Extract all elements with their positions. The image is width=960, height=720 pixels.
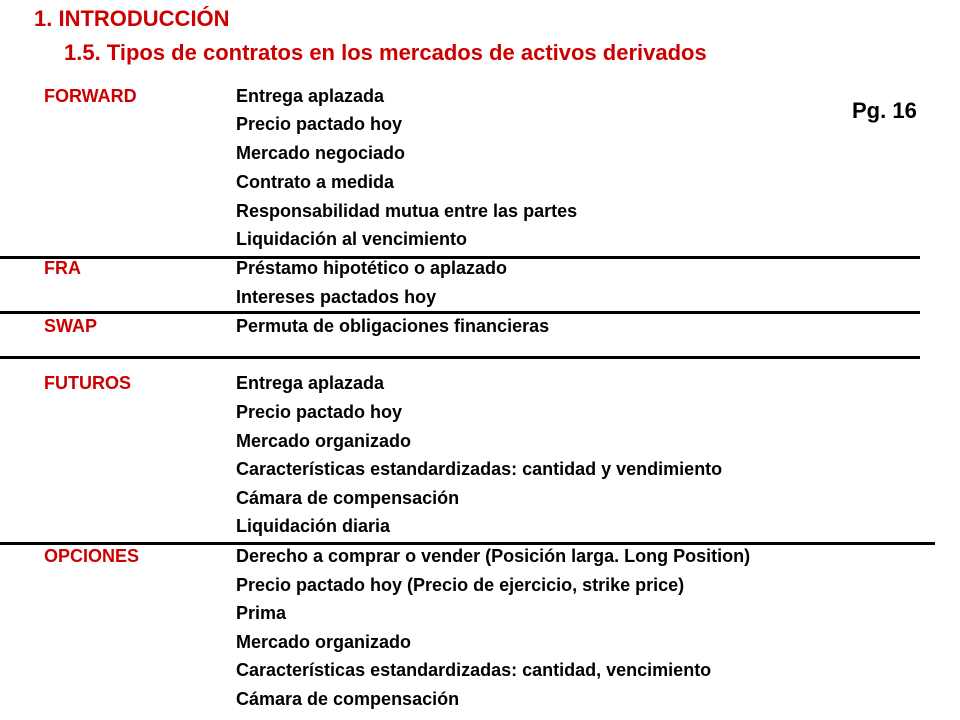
futuros-feature: Características estandardizadas: cantidad y vendimiento bbox=[236, 459, 723, 479]
futuros-feature: Mercado organizado bbox=[236, 431, 412, 451]
term-opciones: OPCIONES bbox=[44, 546, 140, 566]
term-futuros: FUTUROS bbox=[44, 373, 131, 393]
forward-feature: Contrato a medida bbox=[236, 172, 395, 192]
term-fra: FRA bbox=[44, 258, 81, 278]
opciones-feature: Características estandardizadas: cantidad, vencimiento bbox=[236, 660, 712, 680]
term-swap: SWAP bbox=[44, 316, 98, 336]
page-reference: Pg. 16 bbox=[852, 98, 917, 123]
forward-feature: Mercado negociado bbox=[236, 143, 406, 163]
divider bbox=[0, 356, 920, 359]
forward-feature: Responsabilidad mutua entre las partes bbox=[236, 201, 578, 221]
opciones-feature: Cámara de compensación bbox=[236, 689, 460, 709]
futuros-feature: Liquidación diaria bbox=[236, 516, 391, 536]
futuros-feature: Precio pactado hoy bbox=[236, 402, 403, 422]
divider bbox=[0, 542, 935, 545]
forward-feature: Precio pactado hoy bbox=[236, 114, 403, 134]
swap-feature: Permuta de obligaciones financieras bbox=[236, 316, 550, 336]
fra-feature: Intereses pactados hoy bbox=[236, 287, 437, 307]
forward-feature: Entrega aplazada bbox=[236, 86, 385, 106]
opciones-feature: Precio pactado hoy (Precio de ejercicio, strike price) bbox=[236, 575, 685, 595]
futuros-feature: Cámara de compensación bbox=[236, 488, 460, 508]
opciones-feature: Prima bbox=[236, 603, 287, 623]
opciones-feature: Derecho a comprar o vender (Posición larga. Long Position) bbox=[236, 546, 751, 566]
divider bbox=[0, 311, 920, 314]
futuros-feature: Entrega aplazada bbox=[236, 373, 385, 393]
opciones-feature: Mercado organizado bbox=[236, 632, 412, 652]
forward-feature: Liquidación al vencimiento bbox=[236, 229, 468, 249]
term-forward: FORWARD bbox=[44, 86, 137, 106]
subsection-title: 1.5. Tipos de contratos en los mercados de activos derivados bbox=[64, 40, 707, 65]
section-title: 1. INTRODUCCIÓN bbox=[34, 6, 230, 31]
fra-feature: Préstamo hipotético o aplazado bbox=[236, 258, 508, 278]
